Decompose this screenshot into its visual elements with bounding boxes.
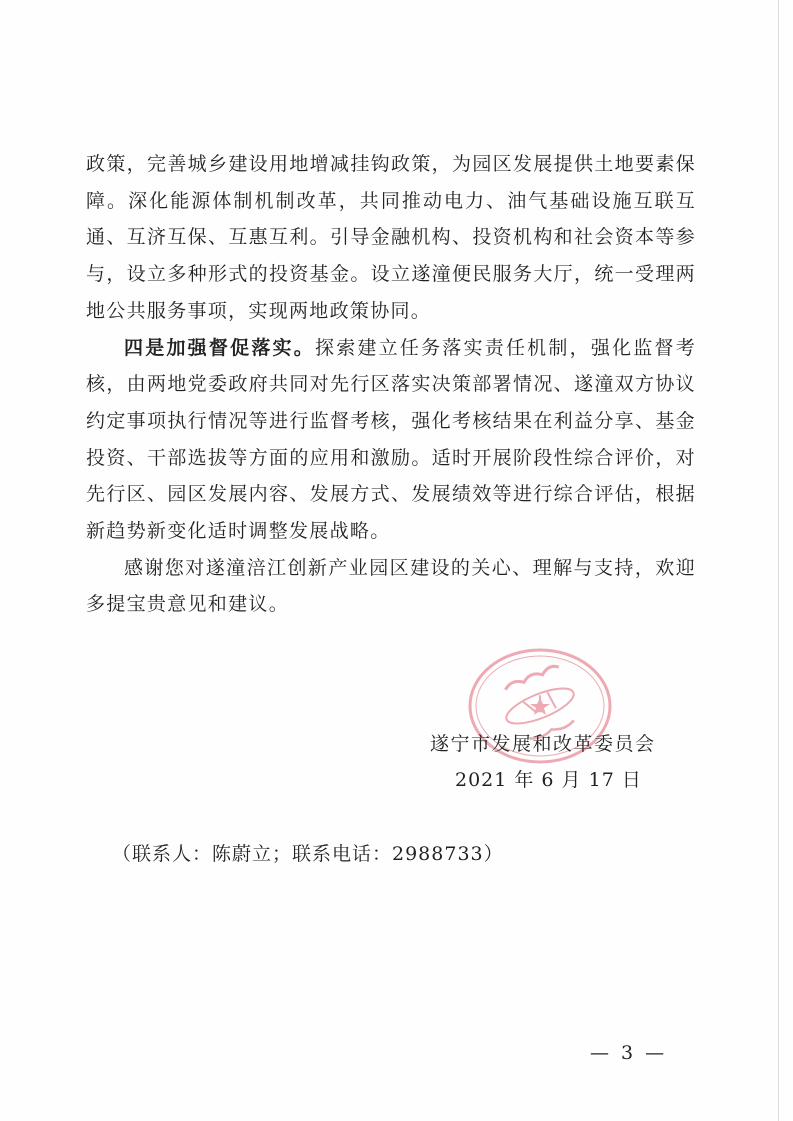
signature-date: 2021 年 6 月 17 日 bbox=[455, 769, 642, 791]
paragraph-supervision-body: 探索建立任务落实责任机制，强化监督考核，由两地党委政府共同对先行区落实决策部署情况、遂潼双方协议约定事项执行情况等进行监督考核，强化考核结果在利益分享、基金投资、干部选拔等方面的应用和激励。适时开展阶段性综合评价，对先行区、园区发展内容、发展方式、发展绩效等进行综合评估，根据新趋势新变化适时调整发展战略。 bbox=[86, 336, 697, 543]
paragraph-thanks: 感谢您对遂潼涪江创新产业园区建设的关心、理解与支持，欢迎多提宝贵意见和建议。 bbox=[86, 556, 696, 616]
contact-info: （联系人：陈蔚立；联系电话：2988733） bbox=[112, 843, 504, 865]
page-number: — 3 — bbox=[590, 1042, 668, 1064]
paragraph-supervision bbox=[86, 330, 696, 550]
signature-organization: 遂宁市发展和改革委员会 bbox=[430, 733, 656, 755]
paragraph-lead-heading: 四是加强督促落实。 bbox=[124, 336, 315, 359]
scan-edge-line bbox=[778, 0, 779, 1121]
body-text bbox=[86, 146, 696, 623]
paragraph-policy-continuation: 政策，完善城乡建设用地增减挂钩政策，为园区发展提供土地要素保障。深化能源体制机制改革，共同推动电力、油气基础设施互联互通、互济互保、互惠互利。引导金融机构、投资机构和社会资本等参与，设立多种形式的投资基金。设立遂潼便民服务大厅，统一受理两地公共服务事项，实现两地政策协同。 bbox=[86, 153, 696, 322]
